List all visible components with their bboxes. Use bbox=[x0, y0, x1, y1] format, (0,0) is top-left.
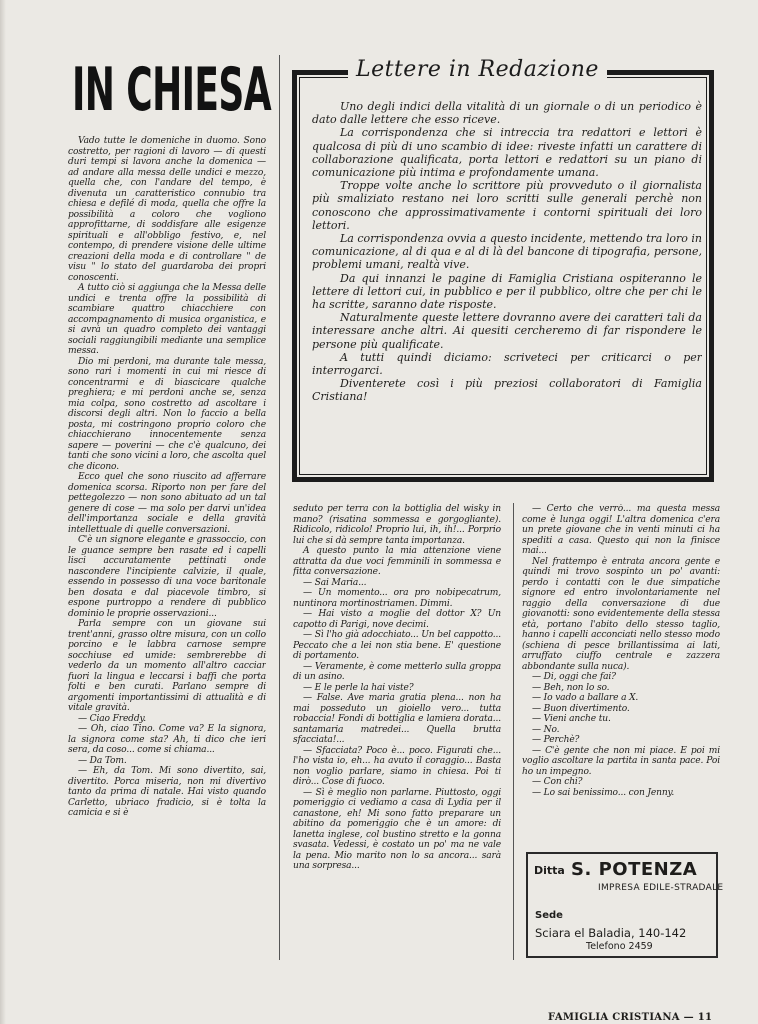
article-paragraph: Vado tutte le domeniche in duomo. Sono costretto, per ragioni di lavoro — di questi duri tempi si lavora anche la domenica — ad andare alla messa delle undici e mezzo, quella che, con l'andare del tempo, è divenuta un caratteristico connubio tra chiesa e defilé di moda, quella che offre la possibilità a coloro che vogliono approfittarne, di soddisfare alle esigenze spirituali e all'obbligo festivo, e, nel contempo, di prendere visione delle ultime creazioni della moda e di controllare " de visu " lo stato del guardaroba dei propri conoscenti. bbox=[68, 136, 266, 283]
article-paragraph: Nel frattempo è entrata ancora gente e quindi mi trovo sospinto un po' avanti: perdo i contatti con le due simpatiche signore ed entro involontariamente nel raggio della conversazione di due giovanotti: sono evidentemente della stessa età, portano l'abito dello stesso taglio, hanno i capelli acconciati nello stesso modo (schiena di pesce brillantissima ai lati, arruffato ciuffo centrale e zazzera abbondante sulla nuca). bbox=[522, 556, 720, 672]
article-paragraph: — No. bbox=[532, 724, 560, 735]
page-footer: FAMIGLIA CRISTIANA — 11 bbox=[548, 1012, 713, 1023]
ad-sede-label: Sede bbox=[535, 910, 563, 921]
ad-address: Sciara el Baladia, 140-142 bbox=[535, 926, 687, 940]
article-paragraph: — Io vado a ballare a X. bbox=[532, 693, 639, 703]
article-paragraph: — Sì è meglio non parlarne. Piuttosto, oggi pomeriggio ci vediamo a casa di Lydia per il canastone, eh! Mi sono fatto preparare un abitino da pomeriggio che è un amore: di lanetta inglese, col bustino stretto e la gonna svasata. Vedessi, è costato un po' ma ne vale la pena. Mio marito non lo sa ancora... sarà una sorpresa... bbox=[293, 787, 501, 871]
article-paragraph: — Veramente, è come metterlo sulla groppa di un asino. bbox=[293, 661, 501, 682]
article-paragraph: Ecco quel che sono riuscito ad afferrare domenica scorsa. Riporto non per fare del pettegolezzo — non sono abituato ad un tal genere di cose — ma solo per darvi un'idea dell'importanza sociale e della gravità intellettuale di quelle conversazioni. bbox=[68, 472, 266, 535]
article-paragraph: — Di, oggi che fai? bbox=[532, 672, 616, 682]
letters-paragraph: La corrispondenza ovvia a questo incidente, mettendo tra loro in comunicazione, al di qua e al di là del bancone di tipografia, persone, problemi umani, realtà vive. bbox=[312, 232, 702, 272]
article-column-3 bbox=[522, 504, 720, 846]
article-paragraph: — Sai Maria... bbox=[303, 577, 367, 588]
ad-company-subtitle: IMPRESA EDILE-STRADALE bbox=[598, 883, 724, 893]
letters-paragraph: Diventerete così i più preziosi collaboratori di Famiglia Cristiana! bbox=[312, 377, 702, 404]
article-paragraph: — Ciao Freddy. bbox=[78, 713, 147, 724]
letters-paragraph: Troppe volte anche lo scrittore più provveduto o il giornalista più smaliziato restano nei loro scritti sulle generali perchè non conoscono che approssimativamente i contorni spirituali dei loro lettori. bbox=[312, 179, 702, 232]
letters-paragraph: La corrispondenza che si intreccia tra redattori e lettori è qualcosa di più di uno scambio di idee: riveste infatti un carattere di collaborazione qualificata, porta lettori e redattori su un piano di comunicazione più intima e profondamente umana. bbox=[312, 126, 702, 180]
article-paragraph: A tutto ciò si aggiunga che la Messa delle undici e trenta offre la possibilità di scambiare quattro chiacchiere con accompagnamento di musica organistica, e si avrà un quadro completo dei vantaggi sociali raggiungibili mediante una semplice messa. bbox=[68, 283, 266, 356]
article-paragraph: Parla sempre con un giovane sui trent'anni, grasso oltre misura, con un collo porcino e le labbra carnose sempre socchiuse ed umide: sembrerebbe di vederlo da un momento all'altro cacciar fuori la lingua e leccarsi i baffi che porta folti e ben curati. Parlano sempre di argomenti importantissimi di attualità e di vitale gravità. bbox=[68, 619, 266, 713]
article-paragraph: — Buon divertimento. bbox=[532, 703, 630, 714]
column-divider-right bbox=[513, 503, 514, 960]
article-paragraph: — Un momento... ora pro nobipecatrum, nuntinora mortinostriamen. Dimmi. bbox=[293, 588, 501, 609]
article-paragraph: — Oh, ciao Tino. Come va? E la signora, la signora come sta? Ah, ti dico che ieri sera, da coso... come si chiama... bbox=[68, 724, 266, 755]
article-paragraph: — Da Tom. bbox=[78, 755, 127, 766]
column-divider-left bbox=[279, 55, 280, 960]
article-paragraph: — Beh, non lo so. bbox=[532, 682, 610, 693]
letters-paragraph: Naturalmente queste lettere dovranno avere dei caratteri tali da interessare anche altri. Ai quesiti cercheremo di far rispondere le persone più qualificate. bbox=[312, 311, 702, 351]
ad-company-name: S. POTENZA bbox=[571, 859, 698, 880]
letters-title: Lettere in Redazione bbox=[348, 56, 607, 84]
ad-phone: Telefono 2459 bbox=[586, 941, 653, 952]
letters-body bbox=[312, 100, 702, 470]
article-column-2 bbox=[293, 504, 501, 966]
article-paragraph: — Lo sai benissimo... con Jenny. bbox=[532, 787, 675, 798]
letters-paragraph: Uno degli indici della vitalità di un giornale o di un periodico è dato dalle lettere che esso riceve. bbox=[312, 100, 702, 127]
article-paragraph: — Certo che verrò... ma questa messa come è lunga oggi! L'altra domenica c'era un prete giovane che in venti minuti ci ha spediti a casa. Questo qui non la finisce mai... bbox=[522, 504, 720, 556]
article-paragraph: — False. Ave maria gratia plena... non ha mai posseduto un gioiello vero... tutta robaccia! Fondi di bottiglia e lamiera dorata... santamaria matredei... Quella brutta sfacciata!... bbox=[293, 693, 501, 745]
article-paragraph: — E le perle la hai viste? bbox=[303, 682, 414, 693]
page-edge bbox=[0, 0, 6, 1024]
ad-ditta-label: Ditta bbox=[534, 864, 565, 877]
article-paragraph: Dio mi perdoni, ma durante tale messa, sono rari i momenti in cui mi riesce di concentrarmi e di biascicare qualche preghiera; e mi perdoni anche se, senza mia colpa, sono costretto ad ascoltare i discorsi degli altri. Non lo faccio a bella posta, mi costringono proprio coloro che chiacchierano innocentemente senza sapere — poverini — che c'è qualcuno, dei tanti che sono vicini a loro, che ascolta quel che dicono. bbox=[68, 356, 266, 472]
article-paragraph: — Sì l'ho già adocchiato... Un bel cappotto... Peccato che a lei non stia bene. E' questione di portamento. bbox=[293, 630, 501, 661]
article-paragraph: — Con chi? bbox=[532, 777, 583, 787]
article-column-1 bbox=[68, 136, 266, 968]
article-paragraph: — Vieni anche tu. bbox=[532, 714, 611, 724]
article-paragraph: — Perchè? bbox=[532, 735, 580, 745]
article-paragraph: — Eh, da Tom. Mi sono divertito, sai, divertito. Porca miseria, non mi divertivo tanto da prima di natale. Hai visto quando Carletto, ubriaco fradicio, si è tolta la camicia e si è bbox=[68, 766, 266, 818]
article-paragraph: seduto per terra con la bottiglia del wisky in mano? (risatina sommessa e gorgogliante). Ridicolo, ridicolo! Proprio lui, ih, ih!... Porprio lui che si dà sempre tanta importanza. bbox=[293, 504, 501, 546]
article-paragraph: A questo punto la mia attenzione viene attratta da due voci femminili in sommessa e fitta conversazione. bbox=[293, 546, 501, 577]
article-paragraph: — Hai visto a moglie del dottor X? Un capotto di Parigi, nove decimi. bbox=[293, 609, 501, 630]
page-title: IN CHIESA bbox=[72, 55, 271, 125]
article-paragraph: C'è un signore elegante e grassoccio, con le guance sempre ben rasate ed i capelli lisci accuratamente pettinati onde nascondere l'incipiente calvizie, il quale, essendo in possesso di una voce baritonale ben dosata e dal piacevole timbro, si espone purtroppo a rendere di pubblico dominio le proprie osservazioni... bbox=[68, 535, 266, 619]
article-paragraph: — Sfacciata? Poco è... poco. Figurati che... l'ho vista io, eh... ha avuto il coraggio... Basta non voglio parlare, siamo in chiesa. Poi ti dirò... Cose di fuoco. bbox=[293, 745, 501, 787]
letters-paragraph: Da qui innanzi le pagine di Famiglia Cristiana ospiteranno le lettere di lettori cui, in pubblico e per il pubblico, oltre che per chi le ha scritte, saranno date risposte. bbox=[312, 271, 702, 312]
letters-paragraph: A tutti quindi diciamo: scriveteci per criticarci o per interrogarci. bbox=[312, 350, 702, 378]
article-paragraph: — C'è gente che non mi piace. E poi mi voglio ascoltare la partita in santa pace. Poi ho un impegno. bbox=[522, 745, 720, 777]
